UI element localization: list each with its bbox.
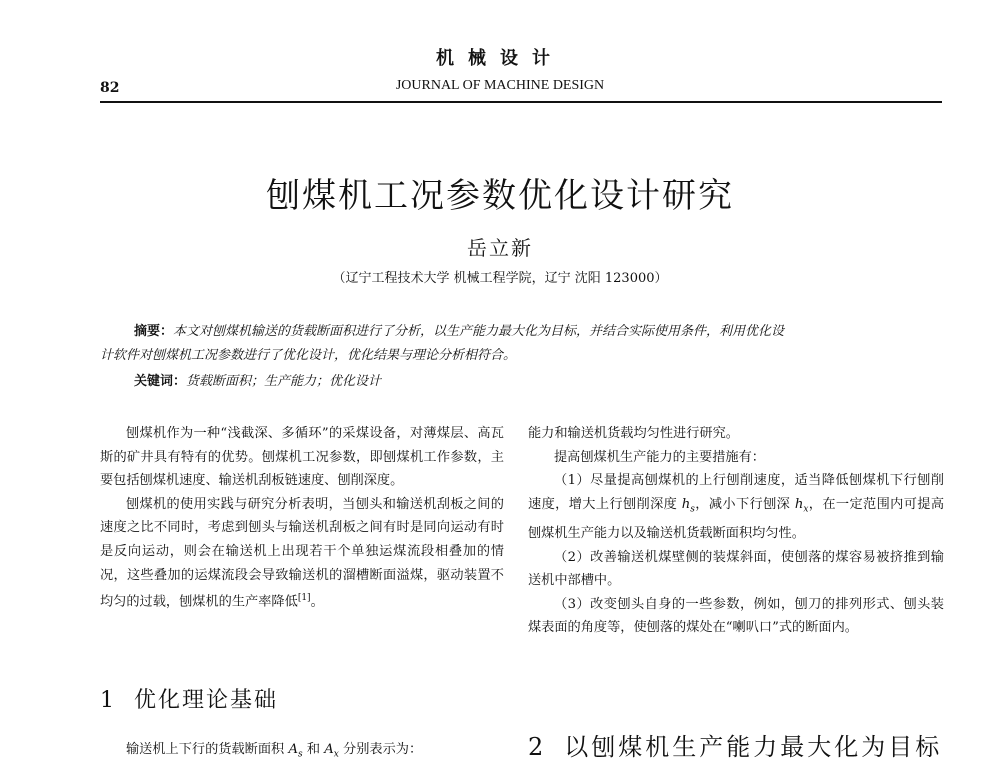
journal-title-cn: 机械设计 [436, 48, 564, 69]
header-rule [100, 101, 942, 103]
left-paragraph-2 [100, 493, 504, 614]
keywords-label: 关键词： [134, 374, 187, 389]
section-heading-1-text: 优化理论基础 [134, 688, 279, 713]
right-paragraph-4: （2）改善输送机煤壁侧的装煤斜面，使刨落的煤容易被挤推到输送机中部槽中。 [528, 549, 944, 589]
para3-sym2: h [794, 496, 804, 512]
right-paragraph-3-c: ，在一定范围内可提高刨煤机生产能力以及输送机货载断面积均匀性。 [528, 496, 945, 542]
right-column [528, 422, 944, 640]
abstract [100, 320, 942, 368]
abstract-label: 摘要： [134, 324, 174, 339]
keywords-text: 货载断面积；生产能力；优化设计 [186, 374, 382, 389]
symbol-h-s [681, 496, 695, 515]
left-paragraph-1: 刨煤机作为一种“浅截深、多循环”的采煤设备，对薄煤层、高瓦斯的矿井具有特有的优势。刨煤机工况参数，即刨煤机工作参数，主要包括刨煤机速度、输送机刮板链速度、刨削深度。 [100, 426, 504, 489]
symbol-A-s [288, 742, 303, 760]
tail-sub1: s [297, 749, 303, 760]
author-affiliation: （辽宁工程技术大学 机械工程学院，辽宁 沈阳 123000） [332, 271, 668, 286]
right-paragraph-3-a: （1）尽量提高刨煤机的上行刨削速度，适当降低刨煤机下行刨削速度，增大上行刨削深度 [528, 473, 944, 512]
article-title: 刨煤机工况参数优化设计研究 [266, 176, 734, 216]
section-heading-2 [528, 727, 942, 762]
symbol-A-x [324, 742, 339, 760]
left-column-tail [100, 738, 504, 760]
right-paragraph-1: 能力和输送机货载均匀性进行研究。 [528, 426, 739, 441]
section-heading-1 [100, 683, 278, 714]
left-column [100, 422, 504, 614]
journal-title-en: JOURNAL OF MACHINE DESIGN [395, 78, 605, 93]
left-paragraph-2-end: 。 [310, 594, 324, 610]
right-paragraph-3 [528, 469, 944, 545]
abstract-text-line1: 本文对刨煤机输送的货载断面积进行了分析，以生产能力最大化为目标，并结合实际使用条件，利用优化设 [173, 324, 785, 339]
section-heading-1-number: 1 [100, 688, 116, 713]
left-paragraph-2-text: 刨煤机的使用实践与研究分析表明，当刨头和输送机刮板之间的速度之比不同时，考虑到刨头与输送机刮板之间有时是同向运动有时是反向运动，则会在输送机上出现若干个单独运煤流段相叠加的情况，这些叠加的运煤流段会导致输送机的溜槽断面溢煤，驱动装置不均匀的过载，刨煤机的生产率降低 [100, 496, 504, 610]
tail-suffix: 分别表示为： [343, 742, 423, 757]
tail-sym1: A [288, 742, 298, 757]
section-heading-2-text: 以刨煤机生产能力最大化为目标 [564, 733, 943, 761]
right-paragraph-3-b: ，减小下行刨深 [694, 496, 791, 512]
tail-mid: 和 [306, 742, 320, 757]
tail-prefix: 输送机上下行的货载断面积 [126, 742, 285, 757]
para3-sym1: h [681, 496, 691, 512]
page-number: 82 [100, 80, 120, 96]
author-name: 岳立新 [467, 236, 533, 260]
symbol-h-x [794, 496, 809, 515]
para3-sub1: s [690, 504, 695, 515]
para3-sub2: x [803, 504, 809, 515]
tail-sub2: x [333, 749, 339, 760]
keywords [134, 370, 934, 389]
abstract-text-line2: 计软件对刨煤机工况参数进行了优化设计，优化结果与理论分析相符合。 [100, 348, 517, 363]
right-paragraph-2: 提高刨煤机生产能力的主要措施有： [554, 449, 765, 465]
section-heading-2-number: 2 [528, 733, 547, 761]
citation-ref: [1] [297, 593, 311, 604]
right-paragraph-5: （3）改变刨头自身的一些参数，例如，刨刀的排列形式、刨头装煤表面的角度等，使刨落的煤处在“喇叭口”式的断面内。 [528, 596, 944, 636]
tail-sym2: A [324, 742, 334, 757]
